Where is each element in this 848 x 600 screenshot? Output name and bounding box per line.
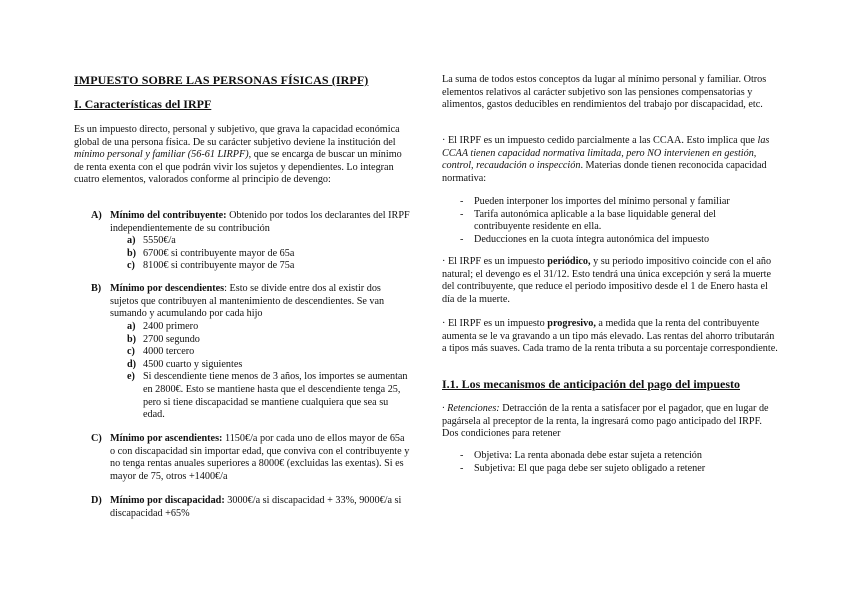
ccaa-paragraph: · El IRPF es un impuesto cedido parcialmente a las CCAA. Esto implica que las CCAA tienen capacidad normativa limitada, pero NO intervienen en gestión, control, recaudación o inspección. Materias donde tienen reconocida capacidad normativa: — [442, 135, 770, 184]
list-item: - Deducciones en la cuota íntegra autonómica del impuesto — [460, 233, 710, 245]
periodic-paragraph: · El IRPF es un impuesto periódico, y su periodo impositivo coincide con el año natural; el devengo es el 31/12. Esto tendrá una única excepción y será la muerte del contribuyente, que reduce el periodo impositivo desde el 1 de Enero hasta el día de la muerte. — [442, 256, 772, 305]
retenciones-paragraph: · Retenciones: Detracción de la renta a satisfacer por el pagador, que en lugar de pagársela al preceptor de la renta, la ingresará como pago anticipado del IRPF. Dos condiciones para retener — [442, 403, 769, 440]
list-item: a) 2400 primero — [127, 321, 199, 332]
document-title: IMPUESTO SOBRE LAS PERSONAS FÍSICAS (IRPF) — [74, 73, 369, 87]
item-b-marker: B) — [91, 283, 102, 294]
list-item: d) 4500 cuarto y siguientes — [127, 358, 243, 370]
item-d-text: Mínimo por discapacidad: 3000€/a si discapacidad + 33%, 9000€/a si discapacidad +65% — [110, 495, 402, 519]
list-item: a) 5550€/a — [127, 235, 176, 246]
progressive-paragraph: · El IRPF es un impuesto progresivo, a medida que la renta del contribuyente aumenta se le va gravando a un tipo más elevado. Las rentas del ahorro tributarán a tipos más suaves. Cada tramo de la renta tributa a su porcentaje correspondiente. — [442, 318, 778, 355]
list-item: - Subjetiva: El que paga debe ser sujeto obligado a retener — [460, 462, 706, 474]
item-b-text: Mínimo por descendientes: Esto se divide entre dos al existir dos sujetos que contribuyen al mantenimiento de descendientes. Se van sumando y acumulando por cada hijo — [110, 283, 385, 320]
item-c-text: Mínimo por ascendientes: 1150€/a por cada uno de ellos mayor de 65a o con discapacidad sin importar edad, que conviva con el contribuyente y no tenga rentas anuales superiores a 8000€ (excluidas las exentas). Si es mayor de 75, otros +1400€/a — [110, 433, 410, 482]
item-b-list — [127, 321, 410, 422]
ccaa-list — [460, 196, 760, 246]
list-item: c) 4000 tercero — [127, 346, 195, 358]
list-item: c) 8100€ si contribuyente mayor de 75a — [127, 260, 295, 272]
section-heading: I. Características del IRPF — [74, 97, 212, 111]
item-d-marker: D) — [91, 495, 102, 506]
item-a-text: Mínimo del contribuyente: Obtenido por todos los declarantes del IRPF independientemente de su contribución — [110, 210, 410, 234]
list-item: - Tarifa autonómica aplicable a la base liquidable general del contribuyente residente en ella. — [460, 208, 716, 233]
intro-paragraph: Es un impuesto directo, personal y subjetivo, que grava la capacidad económica global de una persona física. De su carácter subjetivo deviene la institución del mínimo personal y familiar (56-61 LIRPF), que se encarga de buscar un mínimo de renta exenta con el que podrán vivir los sujetos y dependientes. Lo integran cuatro elementos, valorados conforme al principio de devengo: — [74, 124, 402, 186]
list-item: e) Si descendiente tiene menos de 3 años, los importes se aumentan en 2800€. Esto se mantiene hasta que el descendiente tenga 25, pero si tiene discapacidad se mantiene cualquiera que sea su edad. — [127, 371, 408, 421]
subsection-heading: I.1. Los mecanismos de anticipación del pago del impuesto — [442, 377, 741, 391]
item-a-list — [127, 235, 410, 273]
item-a-marker: A) — [91, 210, 102, 221]
summary-paragraph: La suma de todos estos conceptos da lugar al mínimo personal y familiar. Otros elementos relativos al carácter subjetivo son las pensiones compensatorias y alimentos, gastos deducibles en rendimientos del trabajo por discapacidad, etc. — [442, 74, 767, 111]
list-item: - Objetiva: La renta abonada debe estar sujeta a retención — [460, 450, 702, 461]
list-item: b) 6700€ si contribuyente mayor de 65a — [127, 247, 295, 259]
item-c-marker: C) — [91, 433, 102, 444]
list-item: - Pueden interponer los importes del mínimo personal y familiar — [460, 196, 730, 207]
list-item: b) 2700 segundo — [127, 333, 200, 345]
retenciones-list — [460, 450, 760, 475]
